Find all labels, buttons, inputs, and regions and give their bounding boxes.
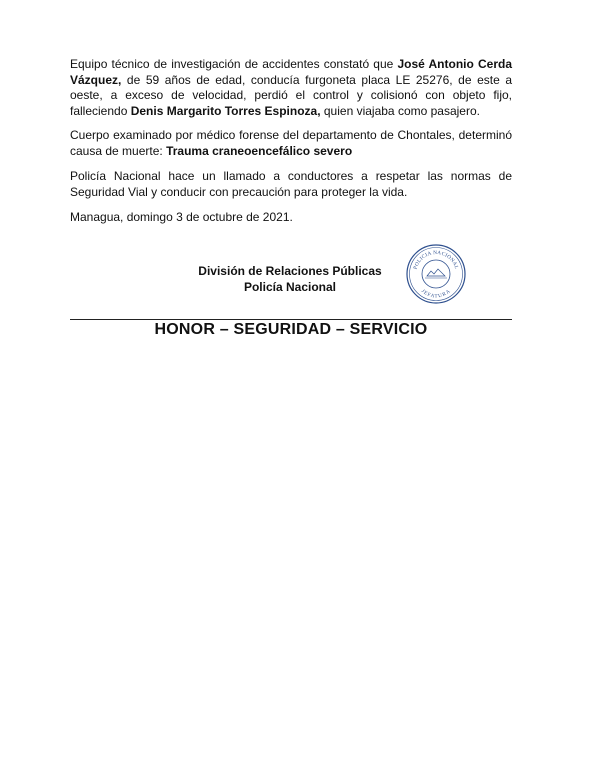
signature-block <box>190 264 390 295</box>
driver-name: José Antonio Cerda Vázquez, <box>70 57 512 87</box>
text: de 59 años de edad, conducía furgoneta placa LE 25276, de este a oeste, a exceso de velocidad, perdió el control y colisionó con objeto fijo, falleciendo <box>70 72 512 118</box>
seal-bottom-text: JEFATURA <box>420 289 452 300</box>
text: Policía Nacional hace un llamado a conductores a respetar las normas de Seguridad Vial y conducir con precaución para proteger la vida. <box>70 169 512 199</box>
signature-division: División de Relaciones Públicas <box>198 264 382 278</box>
divider <box>70 319 512 320</box>
motto: HONOR – SEGURIDAD – SERVICIO <box>154 321 428 338</box>
cause-of-death: Trauma craneoencefálico severo <box>166 143 353 158</box>
police-seal-icon <box>405 243 467 305</box>
paragraph-accident-report <box>70 57 512 119</box>
date-line: Managua, domingo 3 de octubre de 2021. <box>70 210 293 224</box>
paragraph-forensic <box>70 128 512 159</box>
paragraph-appeal <box>70 169 512 200</box>
text: Cuerpo examinado por médico forense del departamento de Chontales, determinó causa de muerte: <box>70 128 512 158</box>
victim-name: Denis Margarito Torres Espinoza, <box>130 103 321 118</box>
seal-top-text: POLICIA NACIONAL <box>412 249 460 271</box>
text: Equipo técnico de investigación de accidentes constató que <box>70 57 398 71</box>
text: quien viajaba como pasajero. <box>320 103 480 118</box>
signature-institution: Policía Nacional <box>243 279 337 294</box>
paragraph-date <box>70 210 512 226</box>
